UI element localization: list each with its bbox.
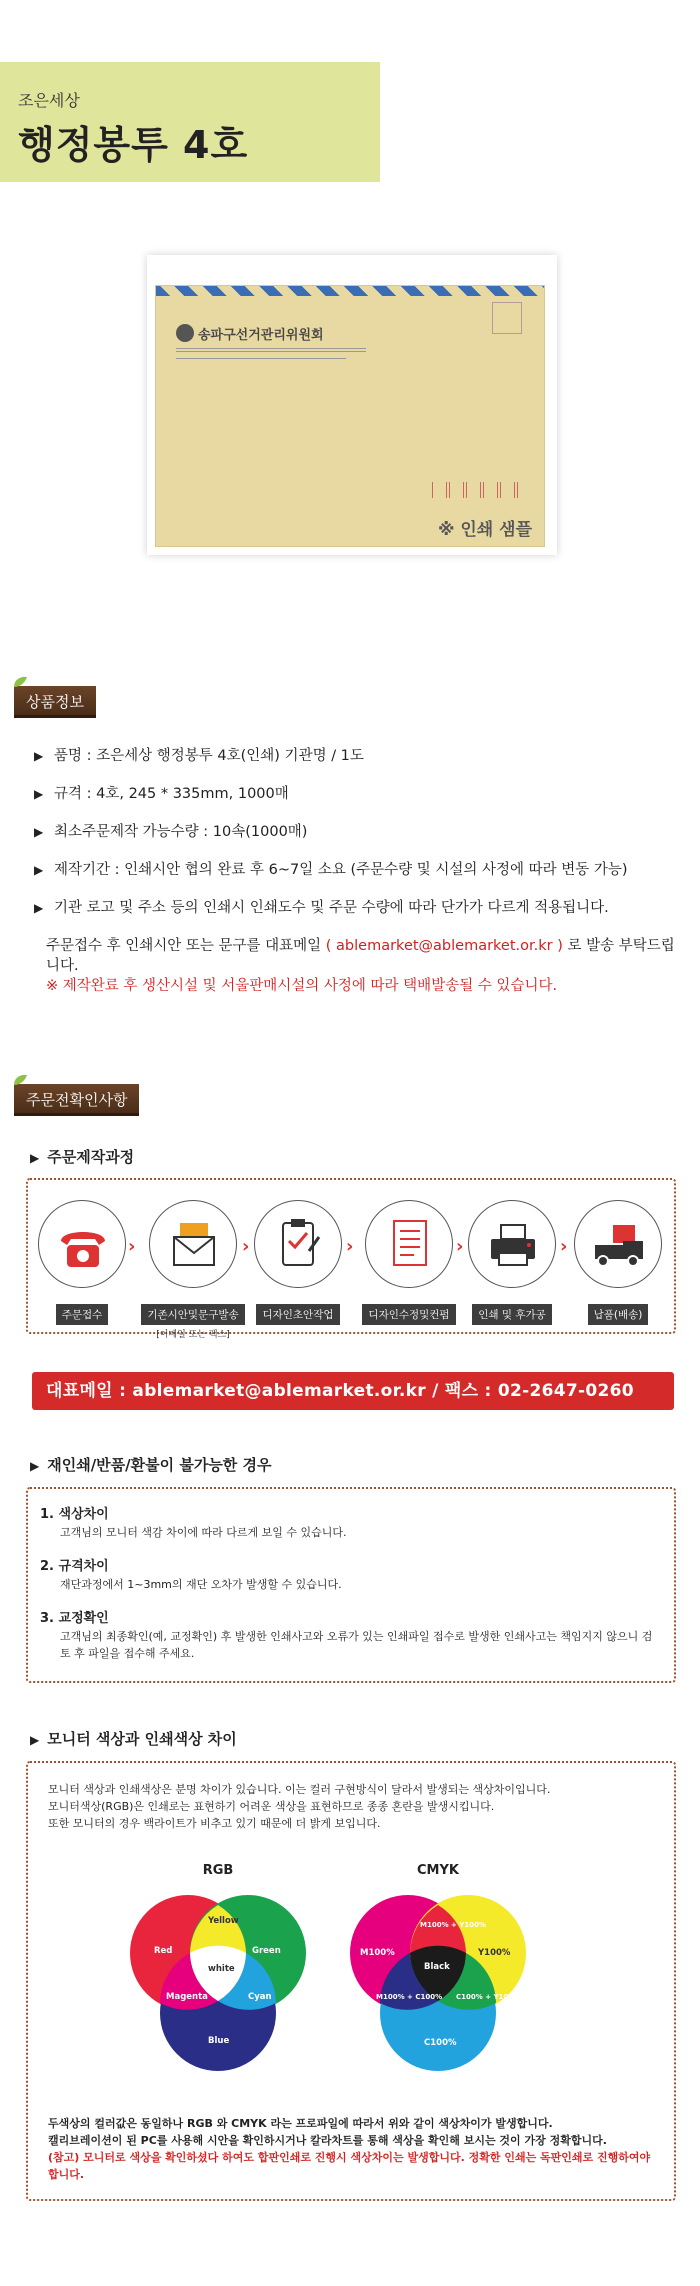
- info-sub-after: 로 발송 부탁드립니다.: [46, 938, 675, 974]
- no-return-item-desc: 고객님의 최종확인(예, 교정확인) 후 발생한 인쇄사고와 오류가 있는 인쇄파일 접수로 발생한 인쇄사고는 책임지지 않으니 검토 후 파일을 접수해 주세요.: [60, 1630, 653, 1660]
- contact-banner: 대표메일 : ablemarket@ablemarket.or.kr / 팩스 : 02-2647-0260: [32, 1372, 674, 1410]
- arrow-right-icon: ›: [456, 1236, 464, 1257]
- process-step: [356, 1200, 462, 1325]
- envelope-address-line: [176, 348, 366, 352]
- info-sub-before: 주문접수 후 인쇄시안 또는 문구를 대표메일: [46, 938, 326, 954]
- monitor-box: [26, 1761, 676, 2201]
- clipboard-icon: [254, 1200, 342, 1288]
- arrow-right-icon: ›: [346, 1236, 354, 1257]
- product-title: 행정봉투 4호: [18, 123, 249, 167]
- leaf-icon: [12, 676, 28, 688]
- product-info-tag-label: 상품정보: [26, 693, 84, 711]
- step-label: 인쇄 및 후가공: [472, 1304, 552, 1325]
- sample-label: ※ 인쇄 샘플: [437, 520, 532, 540]
- rgb-white-label: white: [208, 1964, 235, 1974]
- info-item: ▶ 규격 : 4호, 245 * 335mm, 1000매: [34, 784, 684, 822]
- no-return-item-title: 2. 규격차이: [40, 1559, 109, 1574]
- cmyk-mc-label: M100% + C100%: [376, 1993, 443, 2001]
- no-return-item-title: 3. 교정확인: [40, 1611, 109, 1626]
- info-item: ▶ 품명 : 조은세상 행정봉투 4호(인쇄) 기관명 / 1도: [34, 746, 684, 784]
- no-return-item: [40, 1607, 662, 1662]
- envelope-org-name: 송파구선거관리위원회: [198, 328, 324, 343]
- product-info-tag: [14, 686, 96, 718]
- no-return-box: [26, 1487, 676, 1683]
- monitor-line: 또한 모니터의 경우 백라이트가 비추고 있기 때문에 더 밝게 보입니다.: [48, 1817, 381, 1830]
- info-item: ▶ 기관 로고 및 주소 등의 인쇄시 인쇄도수 및 주문 수량에 따라 단가가 다르게 적용됩니다.: [34, 898, 684, 936]
- cmyk-title: CMYK: [417, 1863, 459, 1878]
- monitor-heading: ▶ 모니터 색상과 인쇄색상 차이: [30, 1728, 237, 1749]
- document-icon: [365, 1200, 453, 1288]
- no-return-item-desc: 재단과정에서 1~3mm의 재단 오차가 발생할 수 있습니다.: [60, 1578, 342, 1591]
- envelope-sample-image: [147, 255, 557, 555]
- info-item: ▶ 제작기간 : 인쇄시안 협의 완료 후 6~7일 소요 (주문수량 및 시설의 사정에 따라 변동 가능): [34, 860, 684, 898]
- product-info-list: [34, 746, 684, 995]
- rgb-red-label: Red: [154, 1946, 173, 1956]
- monitor-line: 모니터 색상과 인쇄색상은 분명 차이가 있습니다. 이는 컬러 구현방식이 달라서 발생되는 색상차이입니다.: [48, 1783, 551, 1796]
- no-return-item: [40, 1503, 662, 1541]
- info-email-instruction: [34, 936, 684, 974]
- process-box: [26, 1178, 676, 1340]
- envelope: [155, 285, 545, 547]
- brand-name: 조은세상: [18, 91, 80, 110]
- rgb-diagram: [128, 1863, 308, 2103]
- monitor-summary-note: (참고) 모니터로 색상을 확인하셨다 하여도 합판인쇄로 진행시 색상차이는 발생합니다. 정확한 인쇄는 독판인쇄로 진행하여야 합니다.: [48, 2151, 651, 2181]
- step-label: 디자인초안작업: [256, 1304, 339, 1325]
- truck-icon: [574, 1200, 662, 1288]
- no-return-item-desc: 고객님의 모니터 색감 차이에 따라 다르게 보일 수 있습니다.: [60, 1526, 347, 1539]
- arrow-right-icon: ›: [242, 1236, 250, 1257]
- telephone-icon: [38, 1200, 126, 1288]
- step-label: 납품(배송): [588, 1304, 649, 1325]
- cmyk-m100-label: M100%: [360, 1948, 395, 1958]
- rgb-title: RGB: [202, 1863, 234, 1878]
- monitor-summary-line: 두색상의 컬러값은 동일하나 RGB 와 CMYK 라는 프로파일에 따라서 위와 같이 색상차이가 발생합니다.: [48, 2117, 553, 2130]
- cmyk-my-label: M100% + Y100%: [420, 1921, 487, 1929]
- arrow-right-icon: ›: [560, 1236, 568, 1257]
- airmail-stripe: [156, 286, 544, 296]
- cmyk-black-label: Black: [424, 1962, 450, 1972]
- delivery-note: ※ 제작완료 후 생산시설 및 서울판매시설의 사정에 따라 택배발송될 수 있습니다.: [46, 978, 558, 994]
- cmyk-venn: [348, 1883, 528, 2103]
- org-logo-icon: [176, 324, 194, 342]
- order-check-tag-label: 주문전확인사항: [26, 1091, 128, 1109]
- cmyk-cy-label: C100% + Y100%: [456, 1993, 521, 2001]
- zipcode-boxes: [432, 482, 518, 498]
- process-step: [572, 1200, 664, 1325]
- cmyk-c100-label: C100%: [424, 2038, 457, 2048]
- arrow-right-icon: ›: [128, 1236, 136, 1257]
- envelope-address-line: [176, 358, 346, 360]
- order-check-tag: [14, 1084, 139, 1116]
- step-note: [이메일 또는 팩스]: [156, 1330, 230, 1340]
- rgb-yellow-label: Yellow: [208, 1916, 239, 1926]
- info-email-link[interactable]: ( ablemarket@ablemarket.or.kr ): [325, 938, 563, 954]
- leaf-icon: [12, 1074, 28, 1086]
- rgb-venn: [128, 1883, 308, 2103]
- step-label: 주문접수: [56, 1304, 109, 1325]
- process-step: [36, 1200, 128, 1325]
- envelope-icon: [149, 1200, 237, 1288]
- process-step: [140, 1200, 246, 1340]
- no-return-heading: ▶ 재인쇄/반품/환불이 불가능한 경우: [30, 1454, 272, 1475]
- printer-icon: [468, 1200, 556, 1288]
- cmyk-y100-label: Y100%: [478, 1948, 511, 1958]
- rgb-cyan-label: Cyan: [248, 1992, 272, 2002]
- info-item: ▶ 최소주문제작 가능수량 : 10속(1000매): [34, 822, 684, 860]
- process-step: [466, 1200, 558, 1325]
- process-heading: ▶ 주문제작과정: [30, 1146, 134, 1167]
- monitor-line: 모니터색상(RGB)은 인쇄로는 표현하기 어려운 색상을 표현하므로 종종 혼란을 발생시킵니다.: [48, 1800, 495, 1813]
- no-return-item-title: 1. 색상차이: [40, 1507, 109, 1522]
- process-step: [252, 1200, 344, 1325]
- step-label: 기존시안및문구발송: [141, 1304, 244, 1325]
- rgb-green-label: Green: [252, 1946, 281, 1956]
- step-label: 디자인수정및컨펌: [362, 1304, 455, 1325]
- monitor-summary: [48, 2115, 658, 2183]
- cmyk-diagram: [348, 1863, 528, 2103]
- rgb-blue-label: Blue: [208, 2036, 230, 2046]
- monitor-summary-line: 캘리브레이션이 된 PC를 사용해 시안을 확인하시거나 칼라차트를 통해 색상을 확인해 보시는 것이 가장 정확합니다.: [48, 2134, 607, 2147]
- no-return-item: [40, 1555, 662, 1593]
- title-banner: [0, 62, 380, 182]
- stamp-box: [492, 302, 522, 334]
- rgb-magenta-label: Magenta: [166, 1992, 208, 2002]
